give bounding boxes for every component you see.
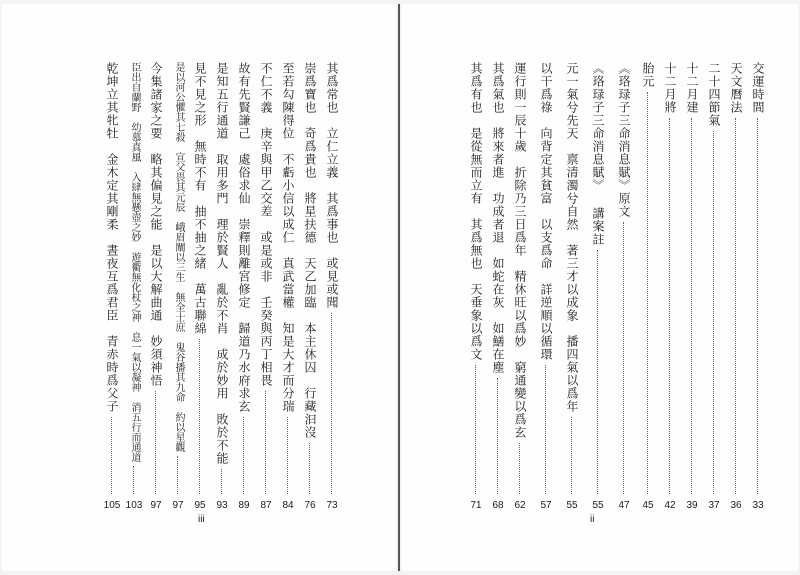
toc-entry xyxy=(640,4,656,571)
toc-page-number: 55 xyxy=(566,500,578,511)
leader-dots xyxy=(221,469,222,494)
leader-dots xyxy=(199,339,200,494)
toc-page-number: 73 xyxy=(326,500,338,511)
toc-page-number: 103 xyxy=(125,500,143,511)
leader-dots xyxy=(111,417,112,494)
leader-dots xyxy=(475,365,476,494)
toc-page-number: 45 xyxy=(642,500,654,511)
toc-page-number: 39 xyxy=(686,500,698,511)
leader-dots xyxy=(133,466,134,494)
toc-entry xyxy=(728,4,744,571)
leader-dots xyxy=(691,118,692,494)
toc-entry xyxy=(706,4,722,571)
toc-entry-title: 天文曆法 xyxy=(729,62,743,114)
toc-entry-title: 今集諸家之要 略其偏見之能 是以大解曲通 妙須神悟 xyxy=(149,62,163,387)
toc-page-number: 105 xyxy=(103,500,121,511)
toc-entry-title: 《珞琭子三命消息賦》原文 xyxy=(617,62,631,218)
leader-dots xyxy=(497,378,498,494)
toc-page-number: 71 xyxy=(470,500,482,511)
toc-entry-title: 其爲常也 立仁立義 其爲事也 或見或聞 xyxy=(325,62,339,309)
toc-entry-title: 臣出自蘭野 幼慕真風 入肆無懸壺之妙 遊衢無化杖之神 息一氣以凝神 消五行而通道 xyxy=(129,62,140,462)
toc-entry-title: 運行則一辰十歲 折除乃三日爲年 精休旺以爲妙 窮通變以爲玄 xyxy=(513,62,527,439)
toc-entry xyxy=(302,4,318,571)
toc-page-number: 97 xyxy=(172,500,184,511)
toc-entry-title: 以干爲祿 向背定其貧富 以支爲命 詳逆順以循環 xyxy=(539,62,553,361)
leader-dots xyxy=(757,118,758,494)
toc-entry-title: 其爲氣也 將來者進 功成者退 如蛇在灰 如鱔在塵 xyxy=(491,62,505,374)
toc-page-number: 62 xyxy=(514,500,526,511)
leader-dots xyxy=(545,365,546,494)
toc-page-number: 76 xyxy=(304,500,316,511)
toc-page-number: 84 xyxy=(282,500,294,511)
toc-entry-title: 乾坤立其牝牡 金木定其剛柔 晝夜互爲君臣 青赤時爲父子 xyxy=(105,62,119,413)
toc-entry-title: 十二月建 xyxy=(685,62,699,114)
leader-dots xyxy=(155,391,156,494)
toc-entry-title: 見不見之形 無時不有 抽不抽之緒 萬古聯綿 xyxy=(193,62,207,335)
leader-dots xyxy=(597,250,598,494)
toc-page-number: 57 xyxy=(540,500,552,511)
toc-page-number: 68 xyxy=(492,500,504,511)
toc-entry xyxy=(104,4,120,571)
toc-entry xyxy=(170,4,186,571)
toc-entry-title: 是以河公懼其七殺 宣父畏其元辰 峨眉闡以三生 無全士庶 鬼谷播其九命 約以星觀 xyxy=(173,62,184,452)
toc-entry-title: 十二月將 xyxy=(663,62,677,114)
leader-dots xyxy=(713,131,714,494)
toc-page-number: 93 xyxy=(216,500,228,511)
toc-entry xyxy=(324,4,340,571)
toc-entry xyxy=(214,4,230,571)
toc-entry-title: 交運時間 xyxy=(751,62,765,114)
toc-page-number: 36 xyxy=(730,500,742,511)
toc-entry xyxy=(148,4,164,571)
toc-page-number: 42 xyxy=(664,500,676,511)
toc-entry-title: 不仁不義 庚辛與甲乙交差 或是或非 壬癸與丙丁相畏 xyxy=(259,62,273,387)
toc-entry-title: 其爲有也 是從無而立有 其爲無也 天垂象以爲文 xyxy=(469,62,483,361)
toc-entry xyxy=(490,4,506,571)
leader-dots xyxy=(177,456,178,494)
page-folio: ii xyxy=(590,514,595,525)
leader-dots xyxy=(331,313,332,494)
toc-entry-title: 《珞琭子三命消息賦》 講案註 xyxy=(591,62,605,246)
toc-entry xyxy=(590,4,606,571)
leader-dots xyxy=(265,391,266,494)
toc-entry xyxy=(662,4,678,571)
toc-entry xyxy=(258,4,274,571)
toc-entry xyxy=(468,4,484,571)
leader-dots xyxy=(519,443,520,494)
toc-page-number: 87 xyxy=(260,500,272,511)
right-page xyxy=(402,4,798,571)
toc-entry xyxy=(616,4,632,571)
leader-dots xyxy=(735,118,736,494)
toc-entry xyxy=(538,4,554,571)
toc-entry xyxy=(280,4,296,571)
toc-page-number: 55 xyxy=(592,500,604,511)
toc-entry-title: 故有先賢謙己 處俗求仙 崇釋則離宮修定 歸道乃水府求玄 xyxy=(237,62,251,413)
leader-dots xyxy=(669,118,670,494)
leader-dots xyxy=(243,417,244,494)
leader-dots xyxy=(287,417,288,494)
toc-page-number: 33 xyxy=(752,500,764,511)
toc-entry xyxy=(126,4,142,571)
left-page xyxy=(2,4,396,571)
leader-dots xyxy=(309,443,310,494)
toc-page-number: 89 xyxy=(238,500,250,511)
toc-entry-title: 二十四節氣 xyxy=(707,62,721,127)
toc-entry xyxy=(512,4,528,571)
toc-entry-title: 至若勾陳得位 不虧小信以成仁 真武當權 知是大才而分瑞 xyxy=(281,62,295,413)
toc-entry-title: 元一氣兮先天 禀清濁兮自然 著三才以成象 播四氣以爲年 xyxy=(565,62,579,413)
toc-entry xyxy=(750,4,766,571)
toc-page-number: 37 xyxy=(708,500,720,511)
toc-entry-title: 是知五行通道 取用多門 理於賢人 亂於不肖 成於妙用 敗於不能 xyxy=(215,62,229,465)
leader-dots xyxy=(647,92,648,494)
toc-page-number: 95 xyxy=(194,500,206,511)
toc-entry xyxy=(684,4,700,571)
leader-dots xyxy=(623,222,624,494)
toc-entry xyxy=(236,4,252,571)
toc-page-number: 47 xyxy=(618,500,630,511)
toc-entry-title: 胎元 xyxy=(641,62,655,88)
toc-entry xyxy=(564,4,580,571)
toc-entry-title: 崇爲寶也 奇爲貴也 將星扶德 天乙加臨 本主休囚 行藏汩沒 xyxy=(303,62,317,439)
toc-page-number: 97 xyxy=(150,500,162,511)
toc-entry xyxy=(192,4,208,571)
book-gutter xyxy=(398,4,400,571)
leader-dots xyxy=(571,417,572,494)
page-folio: iii xyxy=(198,514,205,525)
